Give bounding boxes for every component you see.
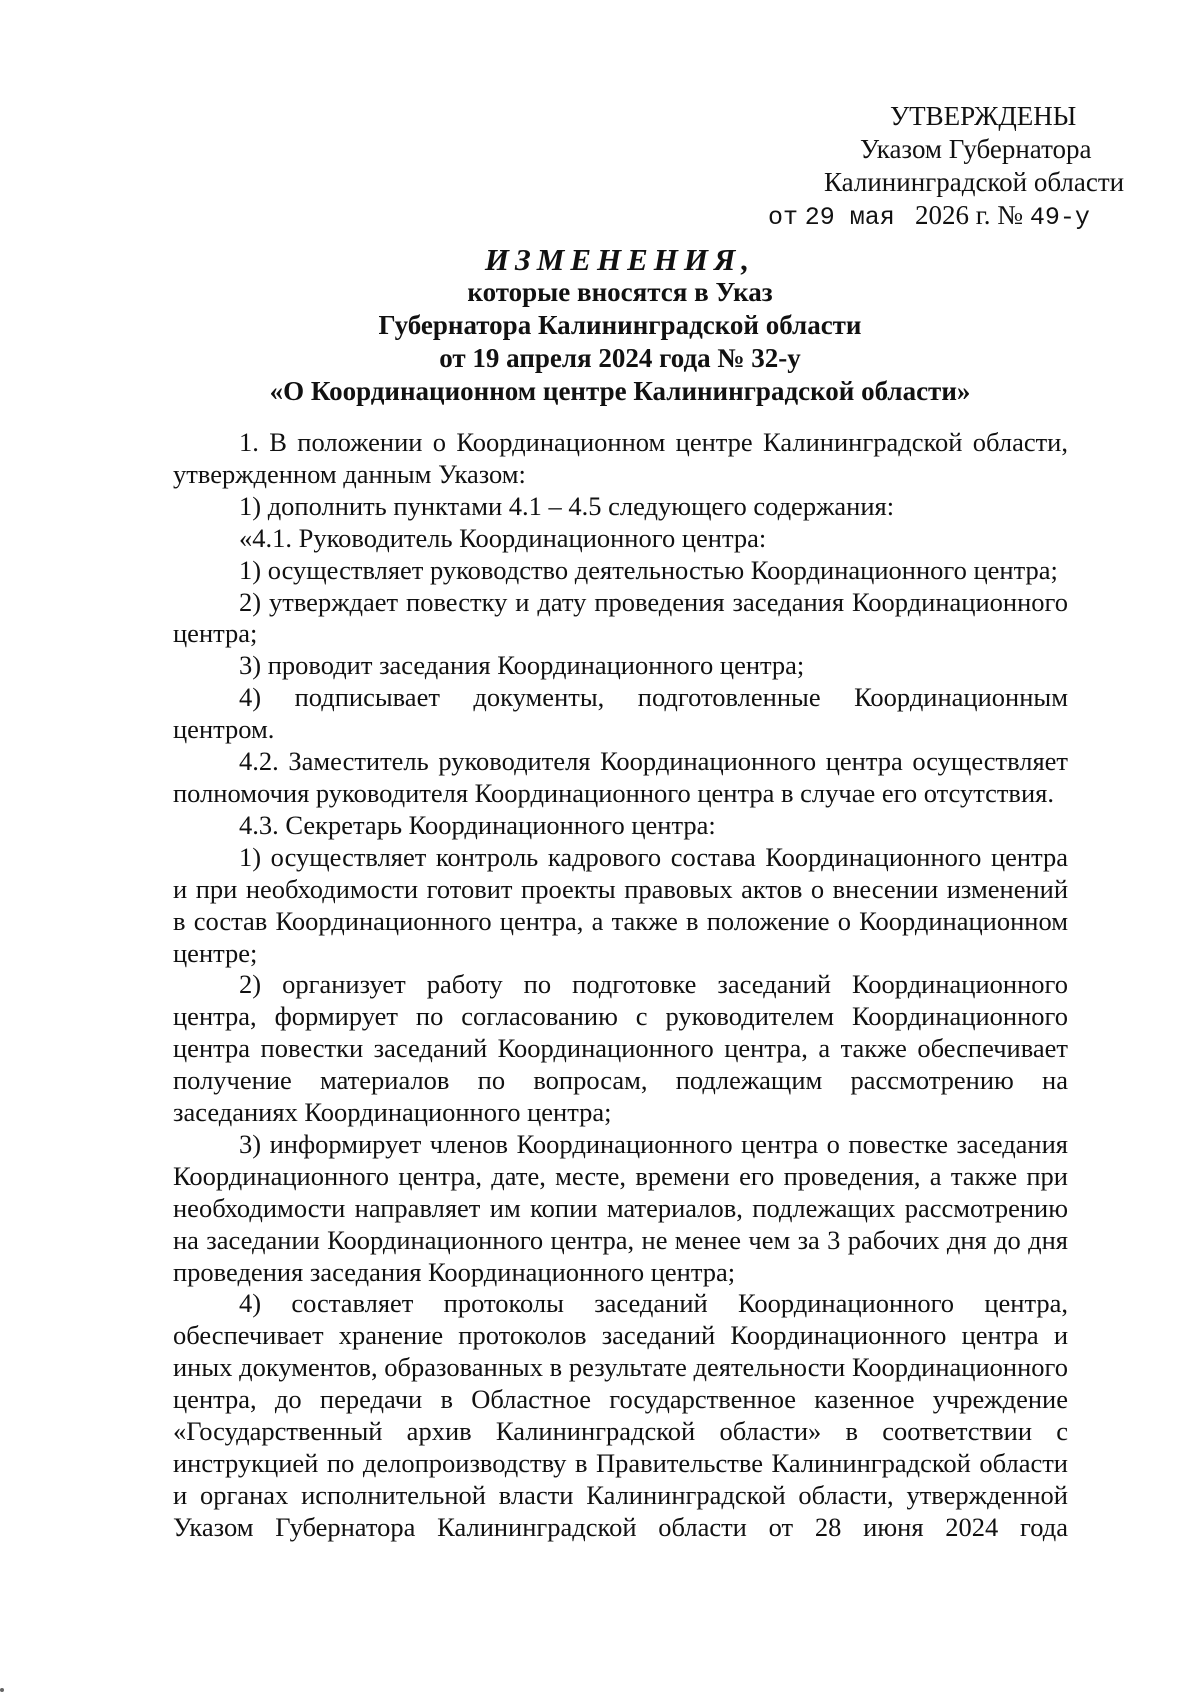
date-year-number: 2026 г. № — [915, 200, 1024, 230]
paragraph: 4) подписывает документы, подготовленные Координационным центром. — [173, 682, 1068, 745]
title-line-1: которые вносятся в Указ — [467, 277, 773, 307]
paragraph: 1) осуществляет руководство деятельностью Координационного центра; — [239, 554, 1058, 585]
paragraph: «4.1. Руководитель Координационного центра: — [239, 522, 767, 553]
paragraph: 3) проводит заседания Координационного центра; — [239, 650, 805, 681]
approval-date-line — [700, 199, 1180, 234]
document-body — [173, 427, 1068, 1544]
paragraph: 3) информирует членов Координационного центра о повестке заседания Координационного центра, дате, месте, времени его проведения, а также при необходимости направляет им копии материалов, подлежащих рассмотрению на заседании Координационного центра, не менее чем за 3 рабочих дня до дня проведения заседания Координационного центра; — [173, 1128, 1068, 1287]
approval-status: УТВЕРЖДЕНЫ — [890, 101, 1077, 131]
title-line-4: «О Координационном центре Калининградской области» — [269, 376, 971, 406]
title-heading: ИЗМЕНЕНИЯ, — [484, 242, 756, 277]
paragraph: 2) утверждает повестку и дату проведения заседания Координационного центра; — [173, 586, 1068, 649]
title-line-3: от 19 апреля 2024 года № 32-у — [439, 343, 801, 373]
approval-stamp — [700, 100, 1180, 234]
paragraph: 4) составляет протоколы заседаний Координационного центра, обеспечивает хранение протоколов заседаний Координационного центра и иных документов, образованных в результате деятельности Координационного центра, до передачи в Областное государственное казенное учреждение «Государственный архив Калининградской области» в соответствии с инструкцией по делопроизводству в Правительстве Калининградской области и органах исполнительной власти Калининградской области, утвержденной Указом Губернатора Калининградской области от 28 июня 2024 года — [173, 1288, 1068, 1542]
approval-region: Калининградской области — [824, 167, 1125, 197]
paragraph: 4.2. Заместитель руководителя Координационного центра осуществляет полномочия руководителя Координационного центра в случае его отсутствия. — [173, 746, 1068, 808]
date-prefix: от — [768, 203, 799, 232]
scan-mark — [0, 1688, 4, 1692]
date-handwritten: 29 мая — [804, 203, 895, 232]
decree-number: 49-у — [1029, 203, 1090, 232]
title-line-2: Губернатора Калининградской области — [378, 310, 862, 340]
approval-issuer: Указом Губернатора — [860, 134, 1092, 164]
document-title — [170, 243, 1070, 408]
paragraph: 2) организует работу по подготовке заседаний Координационного центра, формирует по согласованию с руководителем Координационного центра повестки заседаний Координационного центра, а также обеспечивает получение материалов по вопросам, подлежащим рассмотрению на заседаниях Координационного центра; — [173, 969, 1068, 1128]
paragraph: 1) осуществляет контроль кадрового состава Координационного центра и при необходимости готовит проекты правовых актов о внесении изменений в состав Координационного центра, а также в положение о Координационном центре; — [173, 841, 1068, 968]
paragraph: 4.3. Секретарь Координационного центра: — [239, 809, 716, 840]
paragraph: 1) дополнить пунктами 4.1 – 4.5 следующего содержания: — [239, 490, 895, 521]
paragraph: 1. В положении о Координационном центре Калининградской области, утвержденном данным Указом: — [173, 427, 1068, 489]
